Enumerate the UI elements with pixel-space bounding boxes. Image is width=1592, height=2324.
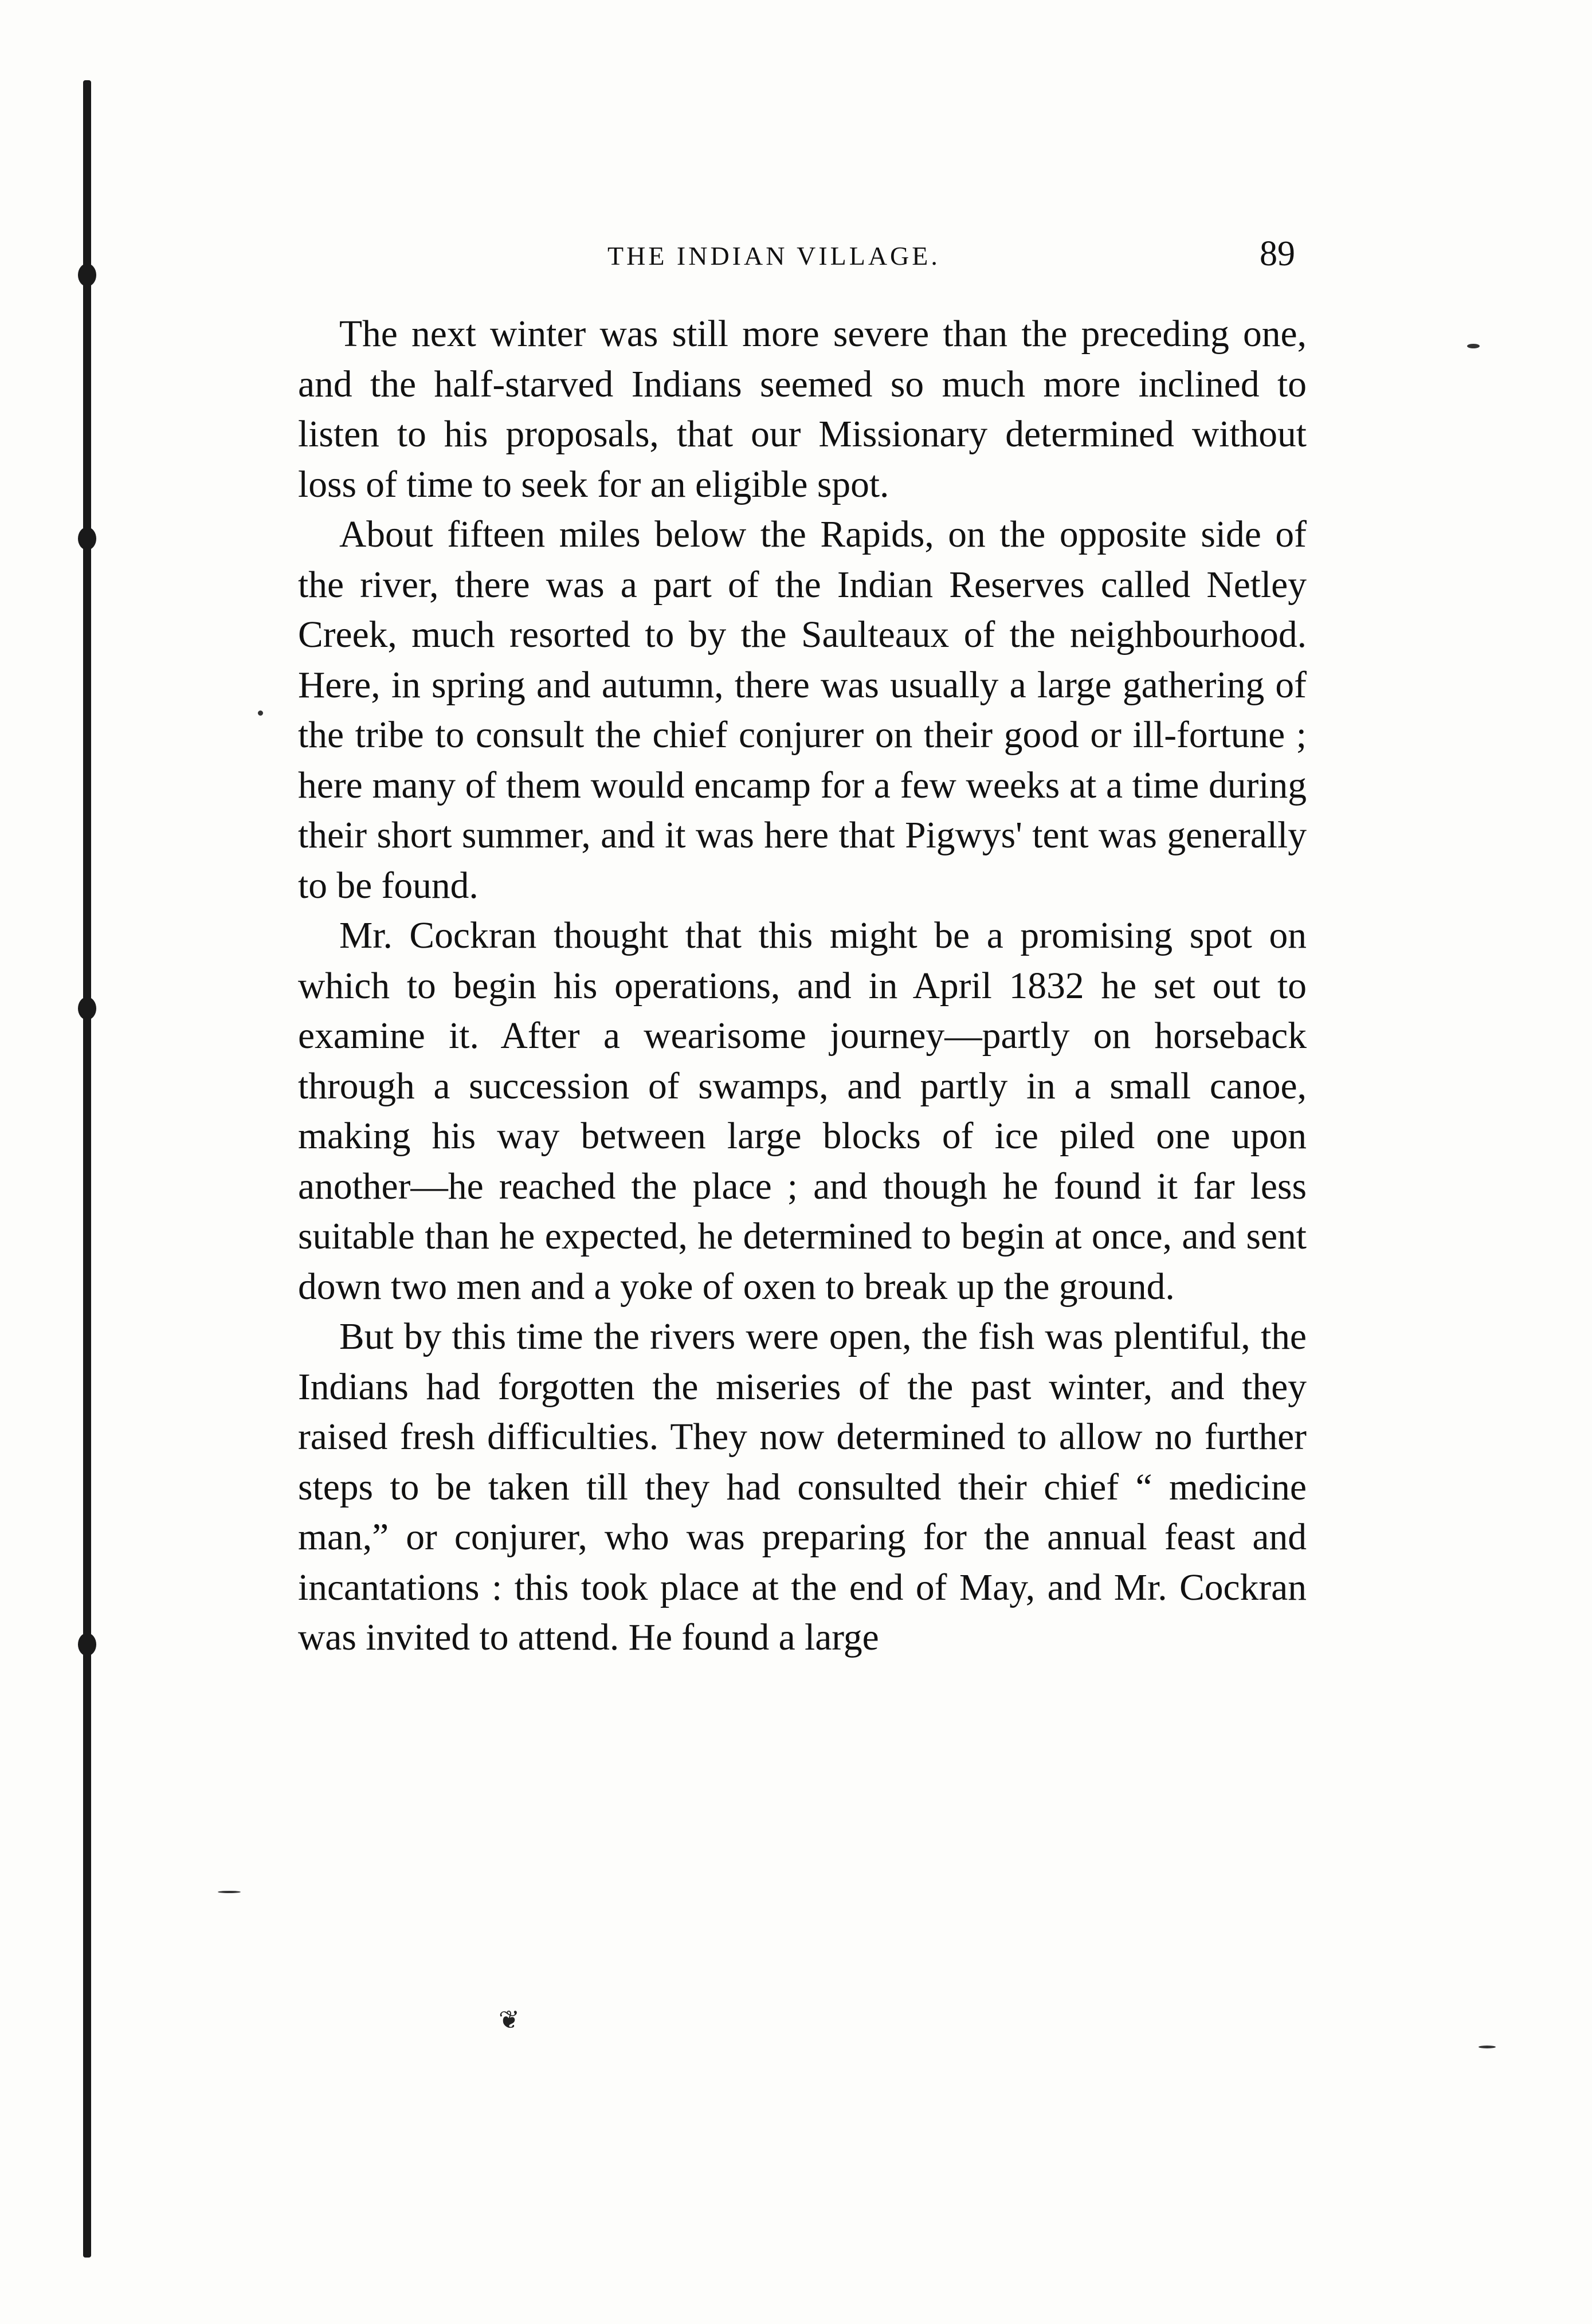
binding-edge xyxy=(83,80,91,2258)
running-head xyxy=(304,234,1295,286)
scan-speck xyxy=(1467,344,1480,348)
paragraph: Mr. Cockran thought that this might be a promising spot on which to begin his operations, and in April 1832 he set out to examine it. After a wearisome journey—partly on horseback through a succession of swamps, and partly in a small canoe, making his way between large blocks of ice piled one upon another—he reached the place ; and though he found it far less suitable than he expected, he determined to begin at once, and sent down two men and a yoke of oxen to break up the ground. xyxy=(298,915,1307,1308)
running-title: THE INDIAN VILLAGE. xyxy=(607,241,940,270)
ink-mark: ❦ xyxy=(499,2005,520,2035)
paragraph: About fifteen miles below the Rapids, on the opposite side of the river, there was a part of the Indian Reserves called Netley Creek, much resorted to by the Saulteaux of the neighbourhood. Here, in spring and autumn, there was usually a large gathering of the tribe to consult the chief conjurer on their good or ill-fortune ; here many of them would encamp for a few weeks at a time during their short summer, and it was here that Pigwys' tent was generally to be found. xyxy=(298,514,1307,906)
binding-knot xyxy=(78,997,96,1020)
scan-speck xyxy=(1479,2046,1496,2048)
scan-speck xyxy=(218,1891,241,1893)
binding-knot xyxy=(78,1633,96,1656)
page-number: 89 xyxy=(1260,234,1295,273)
paragraph: But by this time the rivers were open, the fish was plentiful, the Indians had forgotten the miseries of the past winter, and they raised fresh difficulties. They now determined to allow no further steps to be taken till they had consulted their chief “ medicine man,” or conjurer, who was preparing for the annual feast and incantations : this took place at the end of May, and Mr. Cockran was invited to attend. He found a large xyxy=(298,1316,1307,1658)
binding-knot xyxy=(78,264,96,286)
scan-speck xyxy=(258,710,263,716)
body-text xyxy=(298,309,1307,1663)
paragraph: The next winter was still more severe than the preceding one, and the half-starved Indians seemed so much more inclined to listen to his proposals, that our Missionary determined without loss of time to seek for an eligible spot. xyxy=(298,313,1307,505)
binding-knot xyxy=(78,527,96,550)
